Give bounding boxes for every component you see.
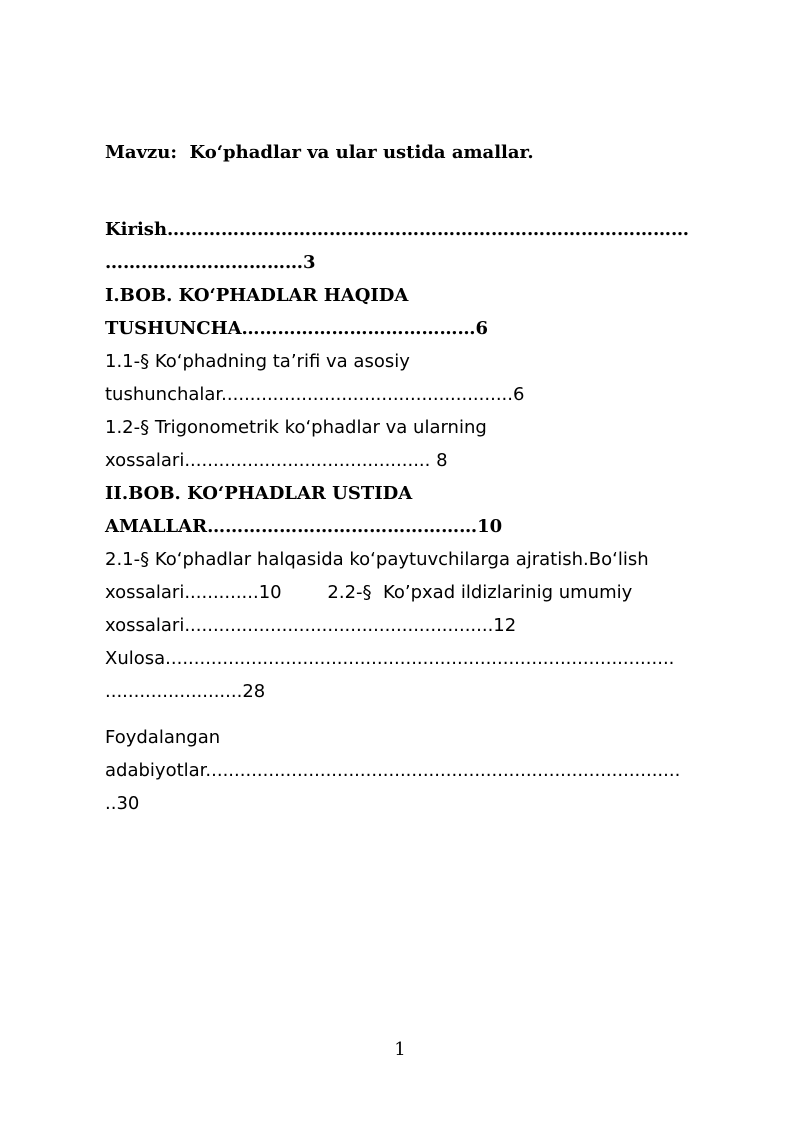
toc-entry-kirish: Kirish…………………………………………………………………………… — [105, 219, 690, 240]
toc-entry-xulosa: Xulosa......................................................................................... — [105, 648, 675, 669]
toc-entry-chapter-1: I.BOB. KO‘PHADLAR HAQIDA — [105, 285, 409, 306]
toc-entry-section-1-2-cont: xossalari........................................... 8 — [105, 450, 448, 471]
toc-entry-section-2-1-cont: xossalari.............10 2.2-§ Ko’pxad ildizlarinig umumiy — [105, 582, 633, 603]
toc-entry-chapter-2-cont: AMALLAR………………………………………10 — [105, 516, 503, 537]
page-number: 1 — [394, 1039, 406, 1060]
toc-entry-section-2-1: 2.1-§ Ko‘phadlar halqasida ko‘paytuvchilarga ajratish.Bo‘lish — [105, 549, 649, 570]
toc-entry-references-page: ..30 — [105, 793, 140, 814]
toc-entry-references: Foydalangan — [105, 727, 221, 748]
toc-entry-xulosa-page: ........................28 — [105, 681, 266, 702]
toc-entry-section-1-1-cont: tushunchalar...................................................6 — [105, 384, 525, 405]
toc-entry-kirish-page: ……………………………3 — [105, 252, 316, 273]
toc-entry-references-cont: adabiyotlar................................................................................... — [105, 760, 681, 781]
toc-entry-section-2-2-cont: xossalari......................................................12 — [105, 615, 517, 636]
document-title: Mavzu: Ko‘phadlar va ular ustida amallar. — [105, 142, 534, 163]
toc-entry-section-1-1: 1.1-§ Ko‘phadning ta’rifi va asosiy — [105, 351, 410, 372]
toc-entry-chapter-1-cont: TUSHUNCHA…………………………………6 — [105, 318, 489, 339]
toc-entry-chapter-2: II.BOB. KO‘PHADLAR USTIDA — [105, 483, 413, 504]
toc-entry-section-1-2: 1.2-§ Trigonometrik ko‘phadlar va ularning — [105, 417, 487, 438]
